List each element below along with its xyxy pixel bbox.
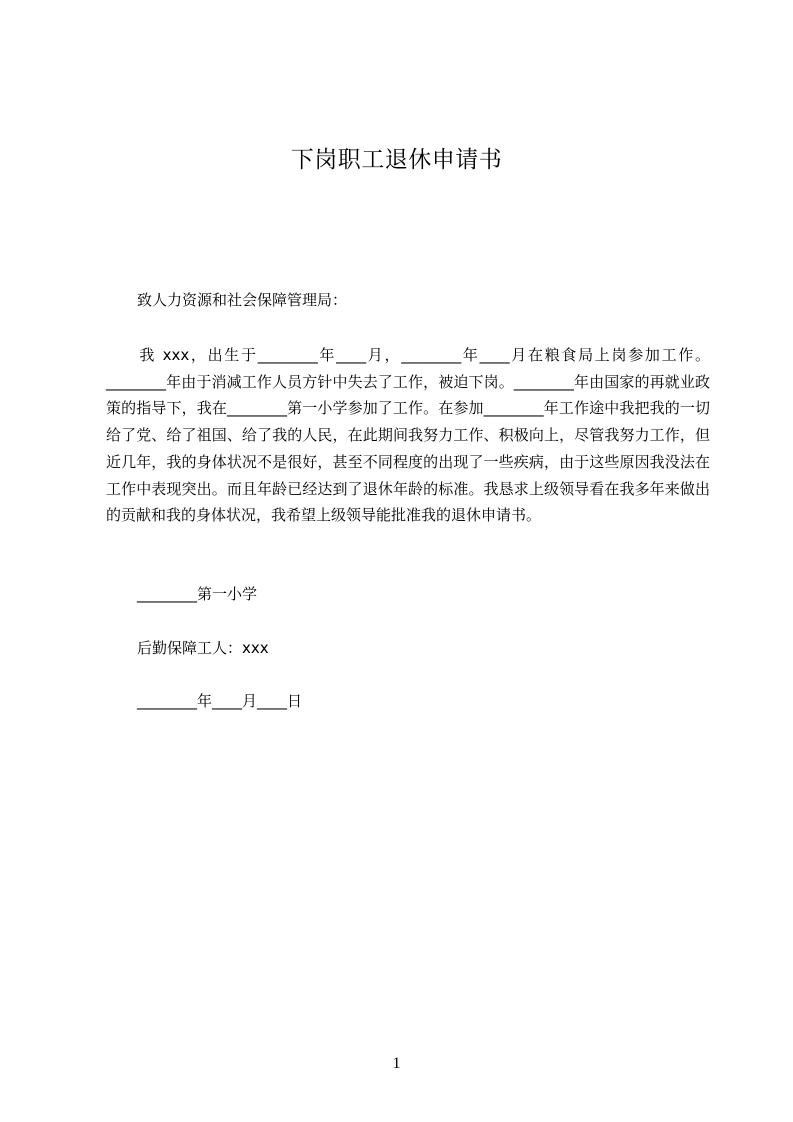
body-paragraph: 我 xxx，出生于________年____月，________年____月在粮食局上岗参加工作。________年由于消减工作人员方针中失去了工作，被迫下岗。________年由国家的再就业政策的指导下，我在________第一小学参加了工作。在参加________年工作途中我把我的一切给了党、给了祖国、给了我的人民，在此期间我努力工作、积极向上，尽管我努力工作，但近几年，我的身体状况不是很好，甚至不同程度的出现了一些疾病，由于这些原因我没法在工作中表现突出。而且年龄已经达到了退休年龄的标准。我恳求上级领导看在我多年来做出的贡献和我的身体状况，我希望上级领导能批准我的退休申请书。	[106, 346, 710, 525]
signature-school: ________第一小学	[137, 585, 258, 603]
document-title: 下岗职工退休申请书	[290, 147, 503, 173]
salutation: 致人力资源和社会保障管理局：	[137, 291, 348, 309]
signature-date: ________年____月____日	[137, 692, 303, 710]
signature-name: 后勤保障工人：xxx	[137, 639, 269, 657]
page-number: 1	[392, 1055, 401, 1072]
